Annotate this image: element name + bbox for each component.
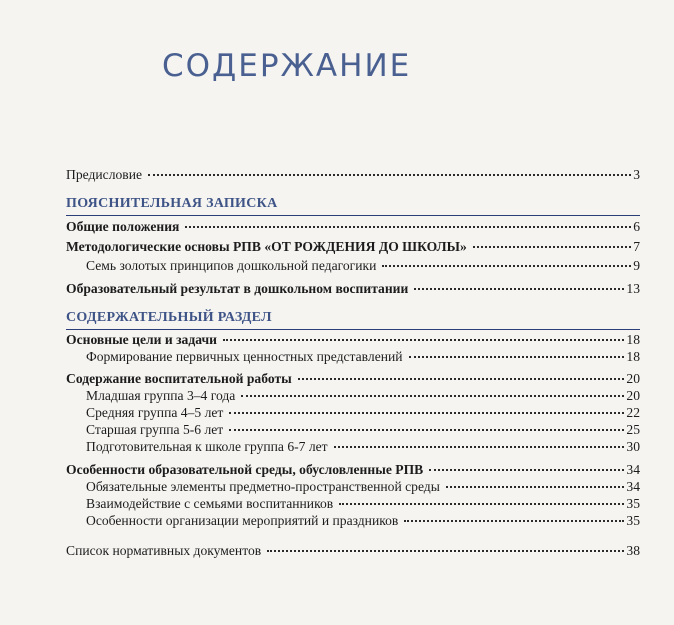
toc-entry-label: Образовательный результат в дошкольном воспитании (66, 281, 409, 296)
toc-entry-label: Старшая группа 5-6 лет (86, 422, 224, 437)
toc-page-number: 30 (626, 439, 640, 454)
toc-page-number: 25 (626, 422, 640, 437)
toc-page-number: 13 (626, 281, 640, 296)
toc-page-number: 22 (626, 405, 640, 420)
toc-entry[interactable] (66, 404, 640, 422)
dot-leader (409, 355, 625, 358)
dot-leader (185, 225, 631, 228)
dot-leader (229, 428, 624, 431)
dot-leader (404, 519, 624, 522)
toc-page-number: 7 (633, 239, 640, 254)
toc-entry-label: Средняя группа 4–5 лет (86, 405, 224, 420)
toc-entry[interactable] (66, 257, 640, 275)
dot-leader (446, 485, 625, 488)
toc-entry-label: Обязательные элементы предметно-пространственной среды (86, 479, 440, 494)
toc-page-number: 6 (633, 219, 640, 234)
toc-entry[interactable] (66, 331, 640, 349)
toc-page-number: 20 (626, 388, 640, 403)
toc-entry-label: Младшая группа 3–4 года (86, 388, 236, 403)
dot-leader (414, 287, 624, 290)
toc-page-number: 3 (633, 167, 640, 182)
dot-leader (334, 445, 625, 448)
toc-page-number: 18 (626, 332, 640, 347)
section-rule (66, 215, 640, 216)
toc-entry-label: Основные цели и задачи (66, 332, 217, 347)
toc-entry-label: Список нормативных документов (66, 543, 262, 558)
toc-page-number: 35 (626, 496, 640, 511)
toc-entry[interactable] (66, 495, 640, 513)
toc-entry-label: Подготовительная к школе группа 6-7 лет (86, 439, 328, 454)
dot-leader (473, 245, 631, 248)
toc-page-number: 20 (626, 371, 640, 386)
toc-entry-label: Общие положения (66, 219, 180, 234)
toc-entry-appendix[interactable] (66, 542, 640, 560)
toc-entry[interactable] (66, 280, 640, 298)
toc-page-number: 9 (633, 258, 640, 273)
dot-leader (339, 502, 624, 505)
toc-page-number: 35 (626, 513, 640, 528)
toc-page-number: 38 (626, 543, 640, 558)
toc-entry-label: Особенности образовательной среды, обусловленные РПВ (66, 462, 424, 477)
toc-entry-label: Методологические основы РПВ «ОТ РОЖДЕНИЯ ДО ШКОЛЫ» (66, 239, 467, 254)
dot-leader (223, 338, 624, 341)
toc-page-number: 34 (626, 462, 640, 477)
toc-entry[interactable] (66, 512, 640, 530)
page-title: СОДЕРЖАНИЕ (162, 48, 412, 84)
toc-entry[interactable] (66, 478, 640, 496)
toc-page-number: 18 (626, 349, 640, 364)
toc-entry-label: Взаимодействие с семьями воспитанников (86, 496, 334, 511)
toc-entry[interactable] (66, 370, 640, 388)
toc-entry[interactable] (66, 348, 640, 366)
section-heading-content: СОДЕРЖАТЕЛЬНЫЙ РАЗДЕЛ (66, 310, 272, 325)
toc-entry-label: Содержание воспитательной работы (66, 371, 292, 386)
toc-entry-label: Семь золотых принципов дошкольной педагогики (86, 258, 377, 273)
dot-leader (429, 468, 624, 471)
dot-leader (241, 394, 624, 397)
toc-page-number: 34 (626, 479, 640, 494)
toc-entry[interactable] (66, 218, 640, 236)
dot-leader (298, 377, 625, 380)
section-rule (66, 329, 640, 330)
toc-entry-preface[interactable] (66, 166, 640, 184)
toc-entry-label: Особенности организации мероприятий и праздников (86, 513, 399, 528)
toc-entry-label: Предисловие (66, 167, 143, 182)
toc-entry[interactable] (66, 238, 640, 256)
dot-leader (148, 173, 631, 176)
dot-leader (229, 411, 624, 414)
dot-leader (267, 549, 624, 552)
section-heading-explanatory: ПОЯСНИТЕЛЬНАЯ ЗАПИСКА (66, 196, 278, 211)
toc-entry[interactable] (66, 461, 640, 479)
toc-entry[interactable] (66, 421, 640, 439)
toc-entry[interactable] (66, 438, 640, 456)
toc-entry-label: Формирование первичных ценностных представлений (86, 349, 403, 364)
dot-leader (382, 264, 631, 267)
toc-entry[interactable] (66, 387, 640, 405)
